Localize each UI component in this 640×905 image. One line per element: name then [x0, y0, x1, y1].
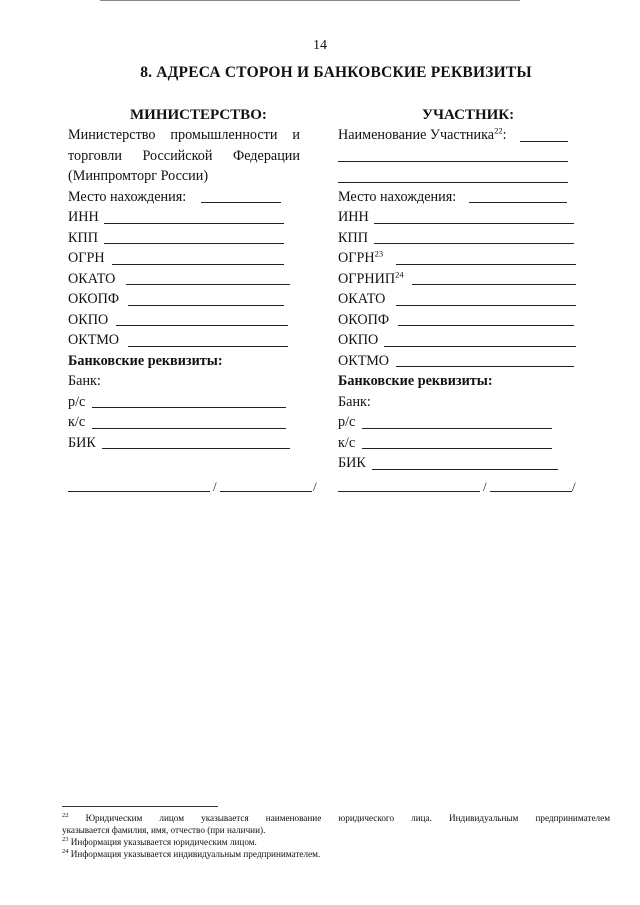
ministry-okpo-label: ОКПО — [68, 311, 109, 328]
participant-ogrnip-field[interactable] — [412, 284, 576, 285]
participant-name-label: Наименование Участника$^{22}$: — [338, 125, 507, 143]
ministry-bik-label: БИК — [68, 434, 96, 451]
participant-okpo-label: ОКПО — [338, 332, 379, 348]
participant-name-field-line2[interactable] — [338, 161, 568, 162]
participant-name-extra-row-1 — [338, 146, 583, 167]
participant-bik-field[interactable] — [372, 469, 558, 470]
ministry-location-field[interactable] — [201, 202, 281, 203]
ministry-inn-row — [68, 207, 300, 228]
ministry-kpp-label: КПП — [68, 229, 98, 246]
ministry-ogrn-field[interactable] — [112, 264, 284, 265]
participant-name-extra-row-2 — [338, 166, 583, 187]
ministry-kpp-row — [68, 228, 300, 249]
ministry-rs-row — [68, 392, 300, 413]
ministry-okato-field[interactable] — [126, 284, 290, 285]
footnote-ref-24: 24 — [395, 268, 404, 279]
ministry-bik-field[interactable] — [102, 448, 290, 449]
participant-okopf-field[interactable] — [398, 325, 574, 326]
participant-signature-slash-2: / — [572, 479, 576, 494]
section-title: 8. АДРЕСА СТОРОН И БАНКОВСКИЕ РЕКВИЗИТЫ — [140, 64, 532, 81]
ministry-oktmo-row — [68, 330, 300, 351]
ministry-ks-field[interactable] — [92, 428, 286, 429]
ministry-location-label: Место нахождения: — [68, 188, 187, 205]
ministry-ks-row — [68, 412, 300, 433]
ministry-bank-label: Банк: — [68, 373, 101, 389]
ministry-signature-slash-2: / — [313, 479, 317, 494]
participant-inn-field[interactable] — [374, 223, 574, 224]
participant-okato-label: ОКАТО — [338, 291, 386, 307]
participant-rs-field[interactable] — [362, 428, 552, 429]
participant-inn-label: ИНН — [338, 209, 369, 225]
footnote-23: $^{23}$ Информация указывается юридическим лицом. — [62, 835, 257, 847]
participant-bank-label: Банк: — [338, 393, 371, 410]
ministry-signature-slash-1: / — [213, 479, 217, 494]
participant-signature-name-line[interactable] — [490, 490, 572, 492]
participant-okpo-field[interactable] — [384, 346, 576, 347]
ministry-inn-label: ИНН — [68, 209, 99, 225]
participant-okato-row — [338, 289, 583, 310]
participant-okopf-label: ОКОПФ — [338, 311, 390, 328]
ministry-signature-line[interactable] — [68, 490, 210, 492]
ministry-okpo-row — [68, 310, 300, 331]
participant-bank-heading: Банковские реквизиты: — [338, 373, 493, 389]
participant-kpp-row — [338, 228, 583, 249]
ministry-okopf-row — [68, 289, 300, 310]
ministry-okopf-label: ОКОПФ — [68, 291, 120, 307]
ministry-name-line1: Министерство промышленности и — [68, 127, 300, 143]
participant-name-field[interactable] — [520, 141, 568, 142]
participant-ogrnip-label: ОГРНИП$^{24}$ — [338, 268, 404, 287]
footnote-22-continued: указывается фамилия, имя, отчество (при наличии). — [62, 825, 266, 835]
ministry-name-line3: (Минпромторг России) — [68, 168, 209, 184]
footnote-22: $^{22}$ Юридическим лицом указывается наименование юридического лица. Индивидуальным предпринимателем — [62, 811, 611, 823]
participant-okpo-row — [338, 330, 583, 351]
participant-ogrn-field[interactable] — [396, 264, 576, 265]
ministry-bank-heading: Банковские реквизиты: — [68, 352, 223, 369]
participant-oktmo-field[interactable] — [396, 366, 574, 367]
ministry-okato-label: ОКАТО — [68, 270, 116, 287]
participant-ks-label: к/с — [338, 434, 356, 451]
participant-heading: УЧАСТНИК: — [422, 107, 515, 123]
participant-kpp-label: КПП — [338, 229, 368, 246]
page-number: 14 — [313, 38, 327, 53]
participant-location-label: Место нахождения: — [338, 188, 457, 205]
participant-signature-line[interactable] — [338, 490, 480, 492]
ministry-heading: МИНИСТЕРСТВО: — [130, 107, 267, 123]
participant-name-field-line3[interactable] — [338, 182, 568, 183]
participant-ks-row — [338, 433, 583, 454]
footnote-ref-22: 22 — [494, 125, 503, 136]
participant-location-field[interactable] — [469, 202, 567, 203]
ministry-rs-label: р/с — [68, 393, 86, 410]
ministry-kpp-field[interactable] — [104, 243, 284, 244]
footnote-separator — [62, 806, 218, 807]
ministry-oktmo-label: ОКТМО — [68, 332, 120, 348]
ministry-ogrn-label: ОГРН — [68, 250, 105, 266]
ministry-column — [68, 106, 300, 453]
ministry-ogrn-row — [68, 248, 300, 269]
participant-name-row — [338, 125, 583, 146]
participant-location-row — [338, 187, 583, 208]
participant-okopf-row — [338, 310, 583, 331]
ministry-okpo-field[interactable] — [116, 325, 288, 326]
participant-rs-row — [338, 412, 583, 433]
footnote-24: $^{24}$ Информация указывается индивидуальным предпринимателем. — [62, 847, 321, 859]
ministry-inn-field[interactable] — [104, 223, 284, 224]
participant-oktmo-row — [338, 351, 583, 372]
footnote-ref-23: 23 — [374, 248, 384, 259]
participant-bik-label: БИК — [338, 455, 366, 471]
ministry-rs-field[interactable] — [92, 407, 286, 408]
ministry-okopf-field[interactable] — [128, 305, 284, 306]
participant-column — [338, 106, 583, 474]
participant-ogrn-label: ОГРН$^{23}$ — [338, 248, 384, 266]
participant-signature-slash-1: / — [483, 479, 487, 494]
top-edge-line — [100, 0, 520, 1]
participant-kpp-field[interactable] — [374, 243, 574, 244]
ministry-ks-label: к/с — [68, 414, 86, 430]
ministry-name-line2: торговли Российской Федерации — [68, 147, 300, 164]
participant-ogrn-row — [338, 248, 583, 269]
ministry-location-row — [68, 187, 300, 208]
ministry-oktmo-field[interactable] — [128, 346, 288, 347]
ministry-okato-row — [68, 269, 300, 290]
ministry-bik-row — [68, 433, 300, 454]
participant-oktmo-label: ОКТМО — [338, 352, 390, 369]
participant-ogrnip-row — [338, 269, 583, 290]
participant-okato-field[interactable] — [396, 305, 576, 306]
participant-ks-field[interactable] — [362, 448, 552, 449]
ministry-signature-name-line[interactable] — [220, 490, 312, 492]
participant-inn-row — [338, 207, 583, 228]
footnotes — [62, 812, 610, 860]
participant-bik-row — [338, 453, 583, 474]
participant-rs-label: р/с — [338, 414, 356, 430]
